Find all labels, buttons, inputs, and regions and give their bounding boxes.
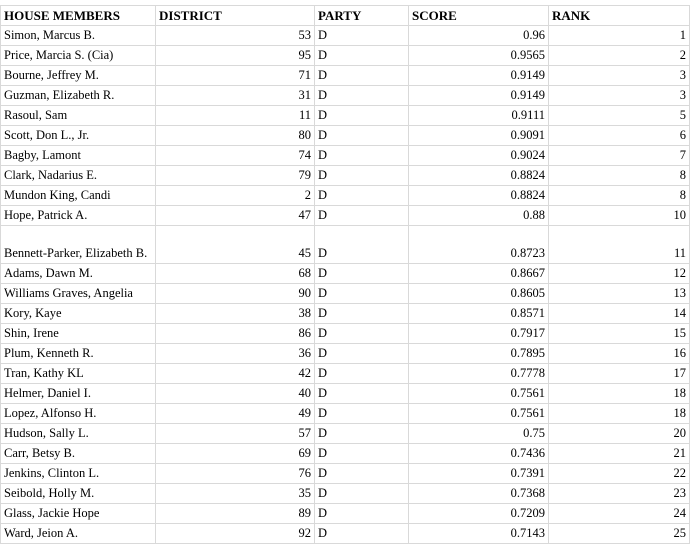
cell-party[interactable]: D	[315, 26, 409, 46]
table-row	[1, 106, 690, 126]
cell-district[interactable]: 36	[156, 344, 315, 364]
cell-district[interactable]: 42	[156, 364, 315, 384]
cell-rank[interactable]: 6	[549, 126, 690, 146]
cell-rank[interactable]: 17	[549, 364, 690, 384]
cell-name[interactable]: Guzman, Elizabeth R.	[1, 86, 156, 106]
cell-district[interactable]: 40	[156, 384, 315, 404]
cell-name[interactable]: Lopez, Alfonso H.	[1, 404, 156, 424]
table-row	[1, 264, 690, 284]
header-row	[1, 6, 690, 26]
cell-rank[interactable]: 1	[549, 26, 690, 46]
cell-name[interactable]: Williams Graves, Angelia	[1, 284, 156, 304]
cell-party[interactable]: D	[315, 324, 409, 344]
cell-party[interactable]: D	[315, 304, 409, 324]
table-row	[1, 524, 690, 544]
cell-district[interactable]: 69	[156, 444, 315, 464]
cell-party[interactable]: D	[315, 106, 409, 126]
cell-district[interactable]: 74	[156, 146, 315, 166]
table-row	[1, 186, 690, 206]
cell-district[interactable]: 86	[156, 324, 315, 344]
cell-district[interactable]: 89	[156, 504, 315, 524]
cell-rank[interactable]: 8	[549, 186, 690, 206]
header-rank[interactable]: RANK	[549, 6, 690, 26]
cell-party[interactable]: D	[315, 66, 409, 86]
cell-score[interactable]: 0.8723	[409, 226, 549, 264]
cell-rank[interactable]: 15	[549, 324, 690, 344]
cell-name[interactable]: Jenkins, Clinton L.	[1, 464, 156, 484]
cell-score[interactable]: 0.9091	[409, 126, 549, 146]
cell-name[interactable]: Bagby, Lamont	[1, 146, 156, 166]
cell-district[interactable]: 80	[156, 126, 315, 146]
cell-party[interactable]: D	[315, 264, 409, 284]
cell-rank[interactable]: 8	[549, 166, 690, 186]
cell-district[interactable]: 76	[156, 464, 315, 484]
cell-name[interactable]: Plum, Kenneth R.	[1, 344, 156, 364]
cell-district[interactable]: 92	[156, 524, 315, 544]
cell-party[interactable]: D	[315, 444, 409, 464]
cell-party[interactable]: D	[315, 464, 409, 484]
cell-district[interactable]: 47	[156, 206, 315, 226]
cell-district[interactable]: 49	[156, 404, 315, 424]
cell-score[interactable]: 0.7209	[409, 504, 549, 524]
cell-party[interactable]: D	[315, 146, 409, 166]
cell-name[interactable]: Kory, Kaye	[1, 304, 156, 324]
cell-rank[interactable]: 3	[549, 86, 690, 106]
cell-rank[interactable]: 7	[549, 146, 690, 166]
cell-score[interactable]: 0.7917	[409, 324, 549, 344]
cell-score[interactable]: 0.7561	[409, 404, 549, 424]
cell-score[interactable]: 0.8605	[409, 284, 549, 304]
cell-district[interactable]: 45	[156, 226, 315, 264]
cell-rank[interactable]: 22	[549, 464, 690, 484]
cell-name[interactable]: Shin, Irene	[1, 324, 156, 344]
cell-name[interactable]: Ward, Jeion A.	[1, 524, 156, 544]
table-row	[1, 484, 690, 504]
cell-name[interactable]: Bennett-Parker, Elizabeth B.	[1, 226, 156, 264]
cell-rank[interactable]: 23	[549, 484, 690, 504]
cell-name[interactable]: Clark, Nadarius E.	[1, 166, 156, 186]
header-party[interactable]: PARTY	[315, 6, 409, 26]
table-body	[1, 26, 690, 544]
table-row	[1, 364, 690, 384]
cell-district[interactable]: 38	[156, 304, 315, 324]
cell-name[interactable]: Glass, Jackie Hope	[1, 504, 156, 524]
table-row	[1, 344, 690, 364]
cell-name[interactable]: Hudson, Sally L.	[1, 424, 156, 444]
cell-name[interactable]: Scott, Don L., Jr.	[1, 126, 156, 146]
cell-party[interactable]: D	[315, 206, 409, 226]
table-row	[1, 444, 690, 464]
cell-rank[interactable]: 16	[549, 344, 690, 364]
cell-score[interactable]: 0.75	[409, 424, 549, 444]
cell-district[interactable]: 68	[156, 264, 315, 284]
cell-name[interactable]: Mundon King, Candi	[1, 186, 156, 206]
header-district[interactable]: DISTRICT	[156, 6, 315, 26]
table-row	[1, 46, 690, 66]
cell-score[interactable]: 0.9149	[409, 86, 549, 106]
table-row	[1, 146, 690, 166]
cell-rank[interactable]: 24	[549, 504, 690, 524]
cell-party[interactable]: D	[315, 166, 409, 186]
cell-name[interactable]: Seibold, Holly M.	[1, 484, 156, 504]
cell-score[interactable]: 0.7778	[409, 364, 549, 384]
table-row	[1, 166, 690, 186]
cell-party[interactable]: D	[315, 404, 409, 424]
cell-district[interactable]: 79	[156, 166, 315, 186]
cell-party[interactable]: D	[315, 504, 409, 524]
cell-name[interactable]: Price, Marcia S. (Cia)	[1, 46, 156, 66]
table-row	[1, 324, 690, 344]
cell-district[interactable]: 35	[156, 484, 315, 504]
table-row	[1, 384, 690, 404]
cell-district[interactable]: 95	[156, 46, 315, 66]
cell-score[interactable]: 0.8571	[409, 304, 549, 324]
cell-district[interactable]: 53	[156, 26, 315, 46]
cell-name[interactable]: Simon, Marcus B.	[1, 26, 156, 46]
table-row	[1, 424, 690, 444]
cell-score[interactable]: 0.9149	[409, 66, 549, 86]
cell-score[interactable]: 0.8667	[409, 264, 549, 284]
cell-score[interactable]: 0.7561	[409, 384, 549, 404]
cell-district[interactable]: 71	[156, 66, 315, 86]
cell-score[interactable]: 0.9565	[409, 46, 549, 66]
cell-score[interactable]: 0.8824	[409, 166, 549, 186]
table-row	[1, 126, 690, 146]
cell-party[interactable]: D	[315, 126, 409, 146]
cell-score[interactable]: 0.7143	[409, 524, 549, 544]
header-house-members[interactable]: HOUSE MEMBERS	[1, 6, 156, 26]
table-row	[1, 226, 690, 264]
cell-rank[interactable]: 21	[549, 444, 690, 464]
cell-party[interactable]: D	[315, 424, 409, 444]
cell-rank[interactable]: 3	[549, 66, 690, 86]
cell-score[interactable]: 0.96	[409, 26, 549, 46]
cell-party[interactable]: D	[315, 364, 409, 384]
table-row	[1, 404, 690, 424]
cell-district[interactable]: 90	[156, 284, 315, 304]
cell-party[interactable]: D	[315, 384, 409, 404]
cell-name[interactable]: Hope, Patrick A.	[1, 206, 156, 226]
cell-score[interactable]: 0.7895	[409, 344, 549, 364]
spreadsheet-grid	[0, 5, 690, 544]
cell-rank[interactable]: 2	[549, 46, 690, 66]
cell-party[interactable]: D	[315, 484, 409, 504]
cell-rank[interactable]: 20	[549, 424, 690, 444]
table-row	[1, 66, 690, 86]
cell-rank[interactable]: 11	[549, 226, 690, 264]
cell-rank[interactable]: 18	[549, 404, 690, 424]
cell-district[interactable]: 2	[156, 186, 315, 206]
cell-score[interactable]: 0.9111	[409, 106, 549, 126]
cell-score[interactable]: 0.9024	[409, 146, 549, 166]
cell-district[interactable]: 31	[156, 86, 315, 106]
cell-score[interactable]: 0.8824	[409, 186, 549, 206]
cell-rank[interactable]: 14	[549, 304, 690, 324]
table-row	[1, 206, 690, 226]
cell-score[interactable]: 0.7436	[409, 444, 549, 464]
table-row	[1, 504, 690, 524]
cell-rank[interactable]: 18	[549, 384, 690, 404]
cell-party[interactable]: D	[315, 284, 409, 304]
table-row	[1, 304, 690, 324]
cell-rank[interactable]: 10	[549, 206, 690, 226]
table-row	[1, 464, 690, 484]
cell-party[interactable]: D	[315, 344, 409, 364]
cell-name[interactable]: Tran, Kathy KL	[1, 364, 156, 384]
cell-party[interactable]: D	[315, 186, 409, 206]
table-row	[1, 26, 690, 46]
cell-name[interactable]: Helmer, Daniel I.	[1, 384, 156, 404]
cell-score[interactable]: 0.7368	[409, 484, 549, 504]
cell-name[interactable]: Adams, Dawn M.	[1, 264, 156, 284]
table-row	[1, 284, 690, 304]
cell-rank[interactable]: 5	[549, 106, 690, 126]
cell-rank[interactable]: 12	[549, 264, 690, 284]
cell-party[interactable]: D	[315, 524, 409, 544]
header-score[interactable]: SCORE	[409, 6, 549, 26]
cell-rank[interactable]: 25	[549, 524, 690, 544]
cell-party[interactable]: D	[315, 86, 409, 106]
cell-name[interactable]: Carr, Betsy B.	[1, 444, 156, 464]
table-row	[1, 86, 690, 106]
cell-party[interactable]: D	[315, 46, 409, 66]
cell-district[interactable]: 11	[156, 106, 315, 126]
cell-name[interactable]: Rasoul, Sam	[1, 106, 156, 126]
cell-score[interactable]: 0.88	[409, 206, 549, 226]
cell-district[interactable]: 57	[156, 424, 315, 444]
cell-name[interactable]: Bourne, Jeffrey M.	[1, 66, 156, 86]
cell-party[interactable]: D	[315, 226, 409, 264]
cell-score[interactable]: 0.7391	[409, 464, 549, 484]
cell-rank[interactable]: 13	[549, 284, 690, 304]
